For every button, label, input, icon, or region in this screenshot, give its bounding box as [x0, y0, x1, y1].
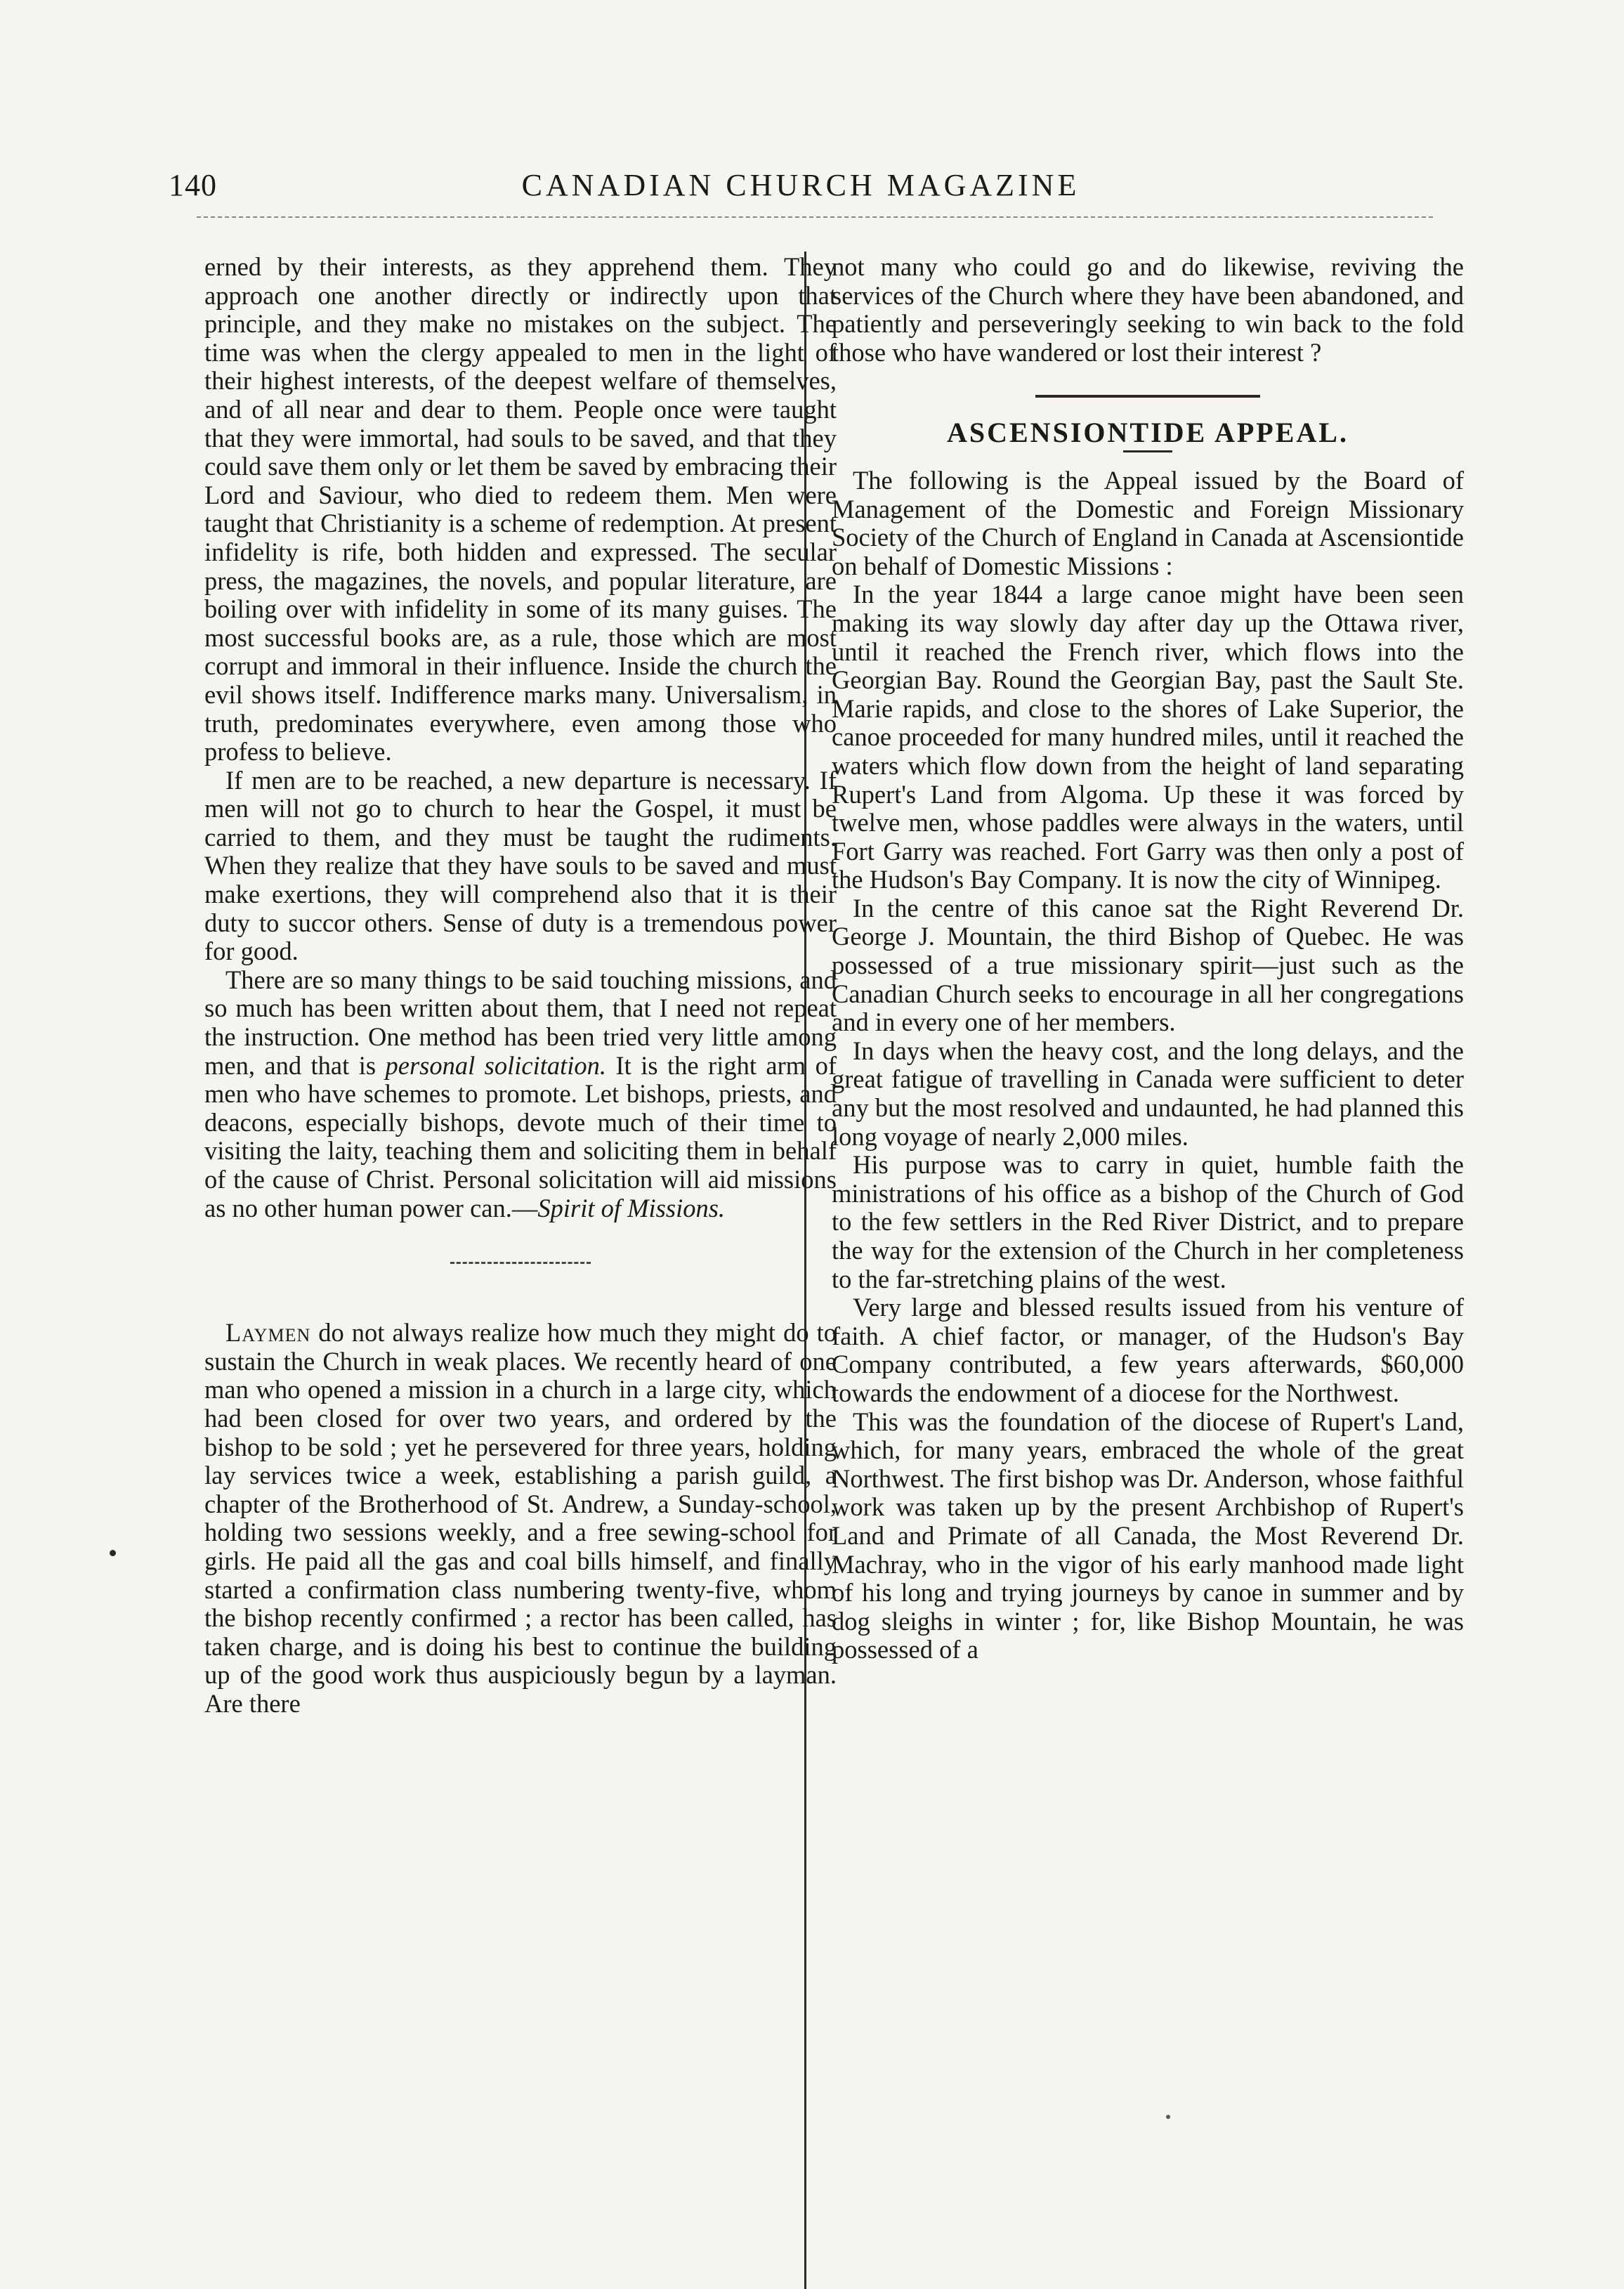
article-paragraph: In days when the heavy cost, and the long delays, and the great fatigue of travelling in Canada were sufficient to deter any but the most resolved and undaunted, he had planned this long voyage of nearly 2,000 miles. — [832, 1036, 1464, 1151]
article-paragraph — [204, 1319, 837, 1718]
title-underline — [1123, 450, 1172, 452]
article-paragraph: The following is the Appeal issued by the Board of Management of the Domestic and Foreign Missionary Society of the Church of England in Canada at Ascensiontide on behalf of Domestic Missions : — [832, 465, 1464, 580]
section-title: ASCENSIONTIDE APPEAL. — [946, 417, 1349, 449]
article-paragraph: If men are to be reached, a new departure is necessary. If men will not go to church to hear the Gospel, it must be carried to them, and they must be taught the rudiments. When they realize that they have souls to be saved and must make exertions, they will comprehend also that it is their duty to succor others. Sense of duty is a tremendous power for good. — [204, 765, 837, 966]
running-title: CANADIAN CHURCH MAGAZINE — [521, 168, 1080, 202]
article-paragraph: In the centre of this canoe sat the Right Reverend Dr. George J. Mountain, the third Bishop of Quebec. He was possessed of a true missionary spirit—just such as the Canadian Church seeks to encourage in all her congregations and in every one of her members. — [832, 893, 1464, 1037]
source-citation: Spirit of Missions. — [537, 1193, 726, 1222]
paragraph-text: There are so many things to be said touching missions, and so much has been written about them, that I need not repeat the instruction. One method has been tried very little among men, and that is — [204, 965, 837, 1080]
article-paragraph: His purpose was to carry in quiet, humble faith the ministrations of his office as a bishop of the Church of God to the few settlers in the Red River District, and to prepare the way for the extension of the Church in her completeness to the far-stretching plains of the west. — [832, 1150, 1464, 1293]
margin-mark — [110, 1550, 116, 1556]
paragraph-text: do not always realize how much they might do to sustain the Church in weak places. We recently heard of one man who opened a mission in a church in a large city, which had been closed for over two years, and ordered by the bishop to be sold ; yet he persevered for three years, holding lay services twice a week, establishing a parish guild, a chapter of the Brotherhood of St. Andrew, a Sunday-school, holding two sessions weekly, and a free sewing-school for girls. He paid all the gas and coal bills himself, and finally started a confirmation class numbering twenty-five, whom the bishop recently confirmed ; a rector has been called, has taken charge, and is doing his best to continue the building up of the good work thus auspiciously begun by a layman. Are there — [204, 1318, 837, 1718]
left-column — [204, 253, 837, 1719]
lead-word: Laymen — [225, 1318, 311, 1348]
article-paragraph: In the year 1844 a large canoe might have been seen making its way slowly day after day up the Ottawa river, until it reached the French river, which flows into the Georgian Bay. Round the Georgian Bay, past the Sault Ste. Marie rapids, and close to the shores of Lake Superior, the canoe proceeded for many hundred miles, until it reached the waters which flow down from the height of land separating Rupert's Land from Algoma. Up these it was forced by twelve men, whose paddles were always in the waters, until Fort Garry was reached. Fort Garry was then only a post of the Hudson's Bay Company. It is now the city of Winnipeg. — [832, 580, 1464, 894]
article-paragraph: Very large and blessed results issued from his venture of faith. A chief factor, or manager, of the Hudson's Bay Company contributed, a few years afterwards, $60,000 towards the endowment of a diocese for the Northwest. — [832, 1293, 1464, 1407]
article-paragraph: not many who could go and do likewise, reviving the services of the Church where they have been abandoned, and patiently and perseveringly seeking to win back to the fold those who have wandered or lost their interest ? — [832, 252, 1464, 367]
article-paragraph — [204, 966, 837, 1222]
article-paragraph: This was the foundation of the diocese of Rupert's Land, which, for many years, embraced the whole of the great Northwest. The first bishop was Dr. Anderson, whose faithful work was taken up by the present Archbishop of Rupert's Land and Primate of all Canada, the Most Reverend Dr. Machray, who in the vigor of his early manhood made light of his long and trying journeys by canoe in summer and by dog sleighs in winter ; for, like Bishop Mountain, he was possessed of a — [832, 1407, 1464, 1664]
emphasis-text: personal solicitation. — [385, 1050, 607, 1080]
page-number: 140 — [169, 168, 217, 202]
margin-mark — [1166, 2115, 1170, 2119]
header-rule — [197, 216, 1433, 218]
section-divider — [1035, 395, 1260, 398]
paragraph-text: It is the right arm of men who have schemes to promote. Let bishops, priests, and deacons, especially bishops, devote much of their time to visiting the laity, teaching them and soliciting them in behalf of the cause of Christ. Personal solicitation will aid missions as no other human power can.— — [204, 1050, 837, 1222]
section-divider — [450, 1262, 591, 1264]
page-header — [169, 167, 1433, 209]
right-column — [832, 253, 1464, 1664]
article-paragraph: erned by their interests, as they apprehend them. They approach one another directly or indirectly upon that principle, and they make no mistakes on the subject. The time was when the clergy appealed to men in the light of their highest interests, of the deepest welfare of themselves, and of all near and dear to them. People once were taught that they were immortal, had souls to be saved, and that they could save them only or let them be saved by embracing their Lord and Saviour, who died to redeem them. Men were taught that Christianity is a scheme of redemption. At present infidelity is rife, both hidden and expressed. The secular press, the magazines, the novels, and popular literature, are boiling over with infidelity in some of its many guises. The most successful books are, as a rule, those which are most corrupt and immoral in their influence. Inside the church the evil shows itself. Indifference marks many. Universalism, in truth, predominates everywhere, even among those who profess to believe. — [204, 252, 837, 767]
